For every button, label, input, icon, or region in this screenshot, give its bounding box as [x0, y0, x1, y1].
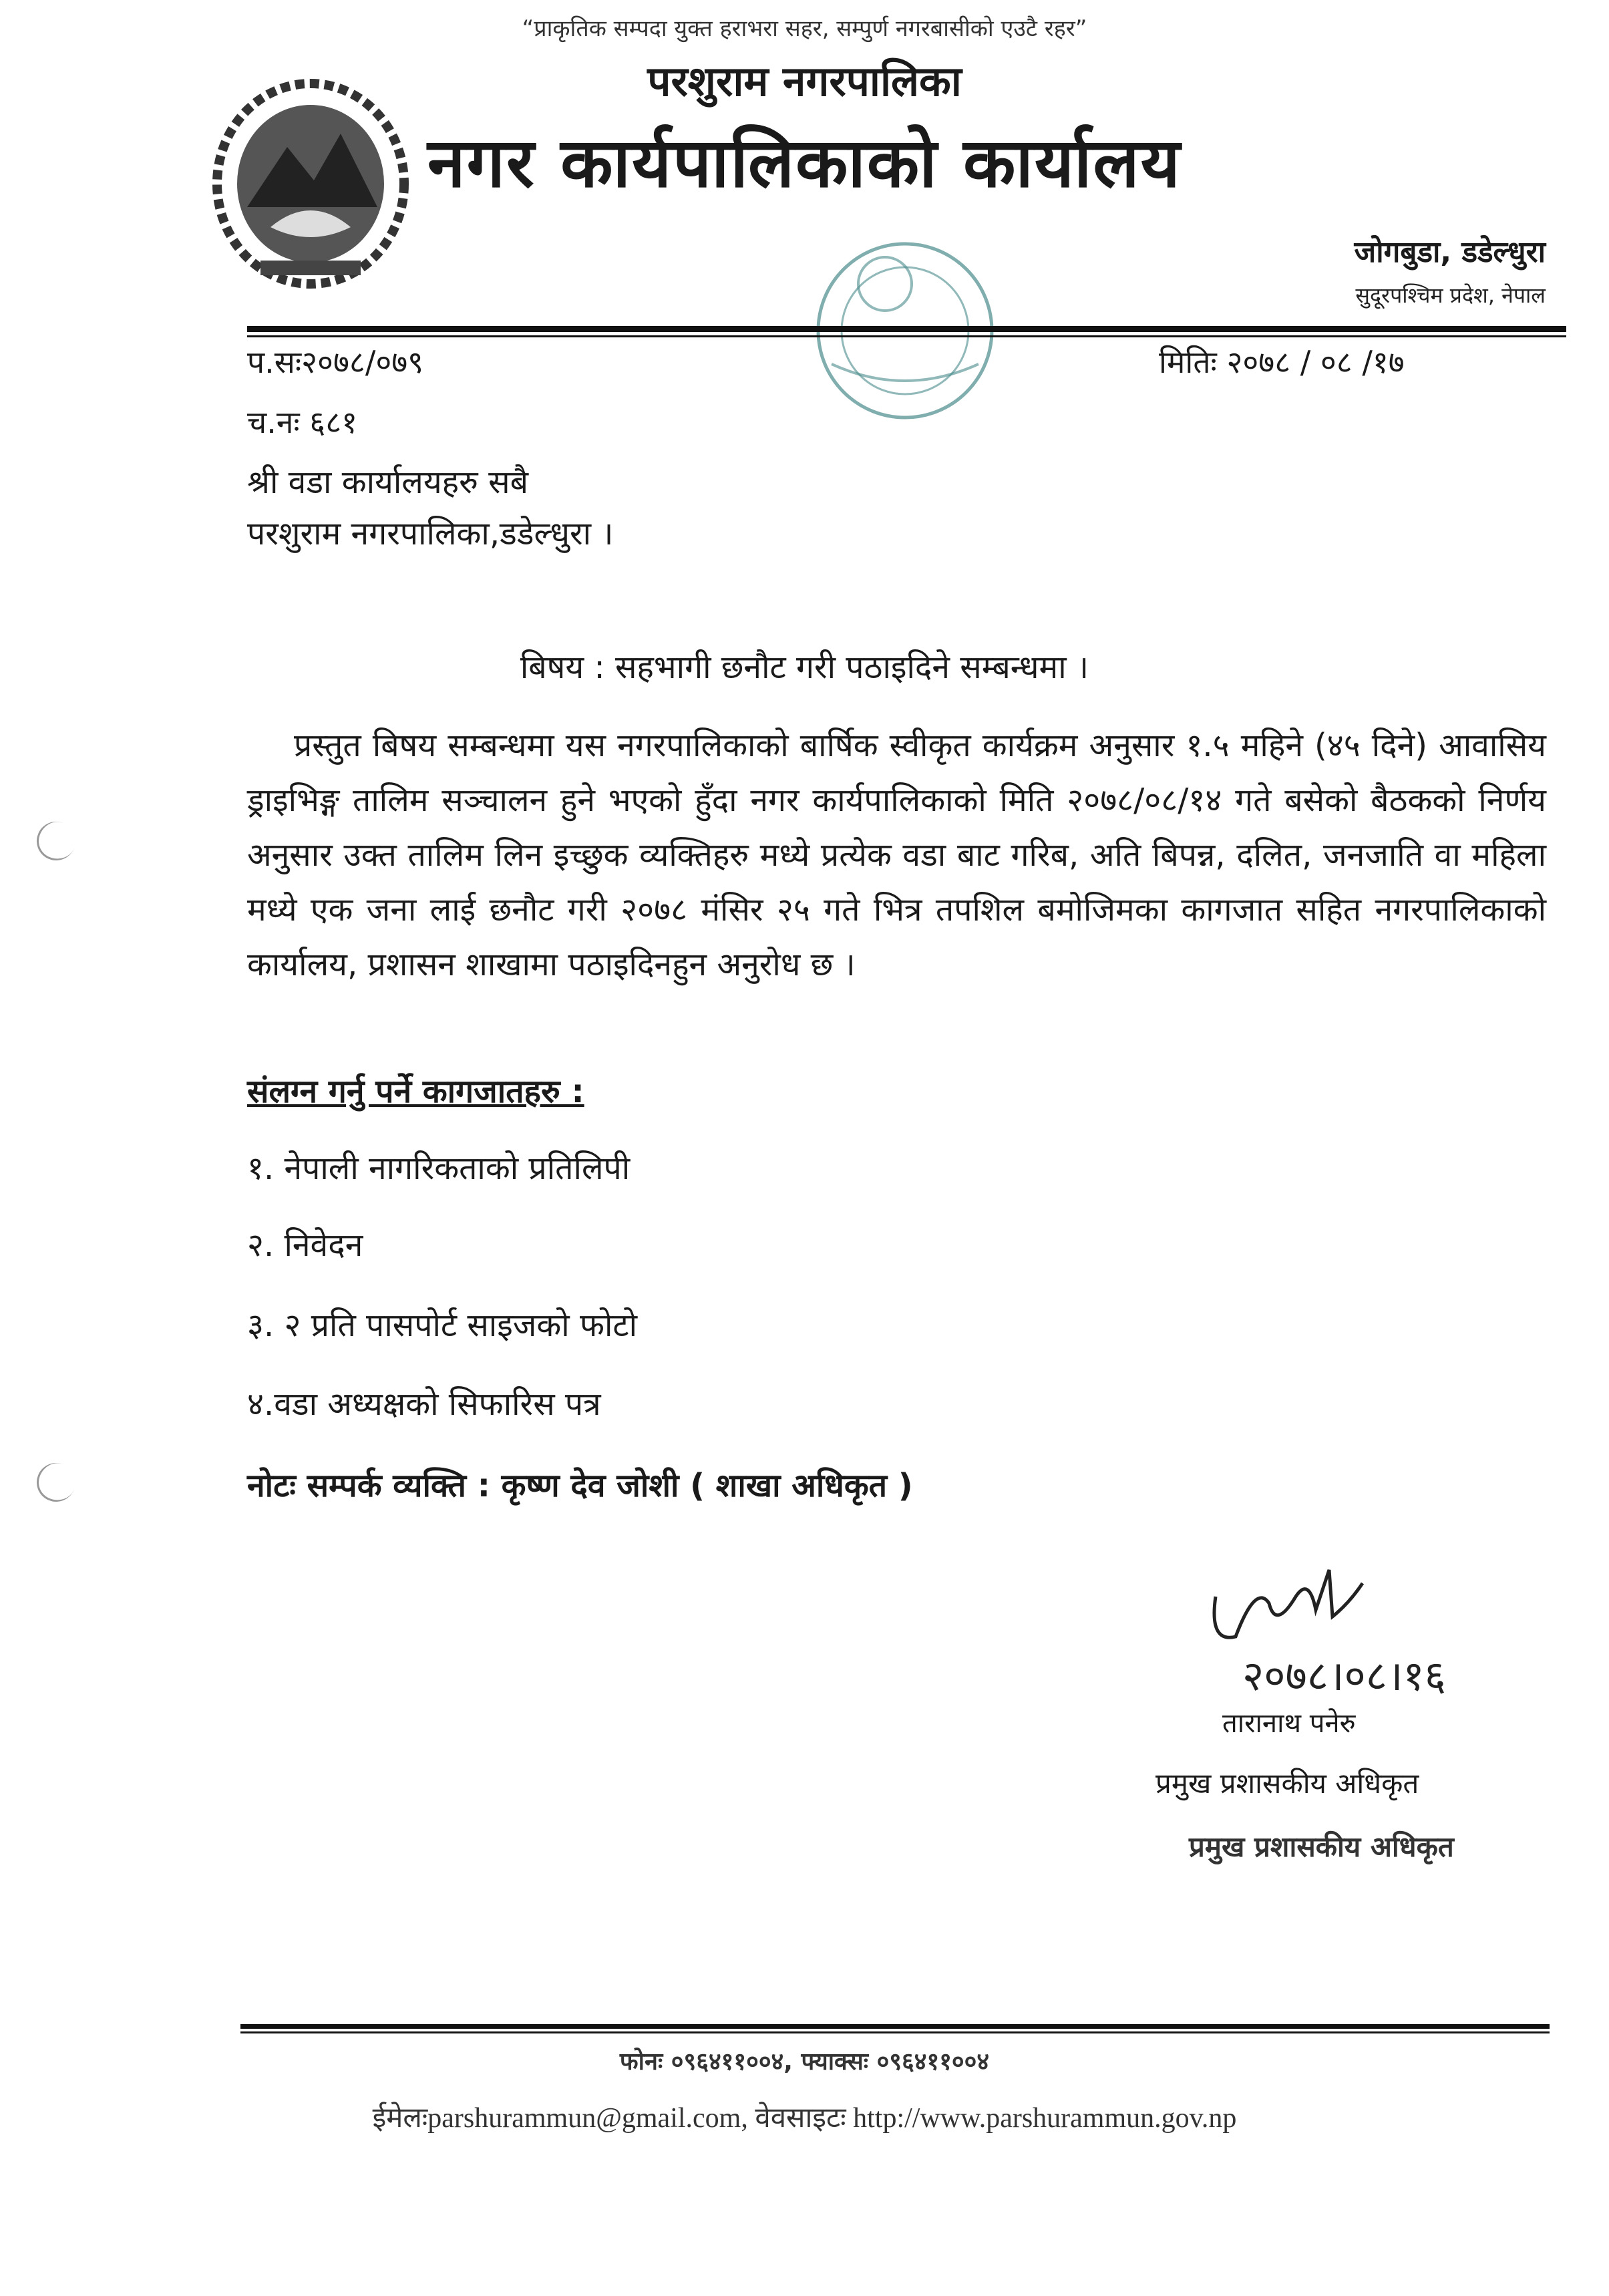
attachments-heading: संलग्न गर्नु पर्ने कागजातहरु :: [247, 1073, 584, 1110]
footer-divider: [240, 2024, 1550, 2029]
letter-date: मितिः २०७८ / ०८ /१७: [1159, 344, 1405, 380]
attachment-item: ४.वडा अध्यक्षको सिफारिस पत्र: [247, 1385, 601, 1423]
contact-note: नोटः सम्पर्क व्यक्ति : कृष्ण देव जोशी ( शाखा अधिकृत ): [247, 1467, 913, 1504]
signatory-title: प्रमुख प्रशासकीय अधिकृत: [1155, 1767, 1419, 1800]
attachment-item: ३. २ प्रति पासपोर्ट साइजको फोटो: [247, 1307, 638, 1344]
footer-phone: फोनः ०९६४११००४, फ्याक्सः ०९६४११००४: [619, 2048, 990, 2076]
reference-number: प.सः२०७८/०७९: [247, 344, 424, 380]
header-divider-thin: [247, 335, 1566, 337]
punch-hole-mark: [31, 1458, 81, 1507]
header-divider: [247, 326, 1566, 332]
location: जोगबुडा, डडेल्धुरा: [1354, 235, 1546, 269]
nepal-emblem-icon: [207, 73, 414, 294]
handwritten-signature: [1196, 1556, 1476, 1710]
footer-divider-thin: [240, 2031, 1550, 2033]
letter-body: प्रस्तुत बिषय सम्बन्धमा यस नगरपालिकाको बार्षिक स्वीकृत कार्यक्रम अनुसार १.५ महिने (४५ दिने) आवासिय ड्राइभिङ्ग तालिम सञ्चालन हुने भएको हुँदा नगर कार्यपालिकाको मिति २०७८/०८/१४ गते बसेको बैठकको निर्णय अनुसार उक्त तालिम लिन इच्छुक व्यक्तिहरु मध्ये प्रत्येक वडा बाट गरिब, अति बिपन्न, दलित, जनजाति वा महिला मध्ये एक जना लाई छनौट गरी २०७८ मंसिर २५ गते भित्र तपशिल बमोजिमका कागजात सहित नगरपालिकाको कार्यालय, प्रशासन शाखामा पठाइदिनहुन अनुरोध छ ।: [247, 727, 1546, 983]
signature-date: २०७८।०८।१६: [1242, 1651, 1446, 1700]
office-seal-icon: [785, 230, 1025, 438]
slogan: “प्राकृतिक सम्पदा युक्त हराभरा सहर, सम्पुर्ण नगरबासीको एउटै रहर”: [522, 15, 1087, 42]
recipient-line-2: परशुराम नगरपालिका,डडेल्धुरा ।: [247, 515, 614, 552]
attachment-item: २. निवेदन: [247, 1226, 363, 1264]
dispatch-number: च.नः ६८१: [247, 404, 358, 440]
attachment-item: १. नेपाली नागरिकताको प्रतिलिपी: [247, 1150, 631, 1187]
office-name: नगर कार्यपालिकाको कार्यालय: [427, 124, 1182, 203]
signatory-name: तारानाथ पनेरु: [1222, 1708, 1356, 1739]
municipality-name: परशुराम नगरपालिका: [647, 57, 962, 106]
recipient-line-1: श्री वडा कार्यालयहरु सबै: [247, 464, 528, 501]
subject-line: बिषय : सहभागी छनौट गरी पठाइदिने सम्बन्धमा ।: [520, 649, 1089, 686]
signatory-stamp: प्रमुख प्रशासकीय अधिकृत: [1189, 1830, 1454, 1863]
footer-contact: ईमेलःparshurammun@gmail.com, वेवसाइटः http://www.parshurammun.gov.np: [372, 2103, 1237, 2134]
punch-hole-mark: [31, 816, 81, 866]
province: सुदूरपश्चिम प्रदेश, नेपाल: [1355, 283, 1546, 308]
